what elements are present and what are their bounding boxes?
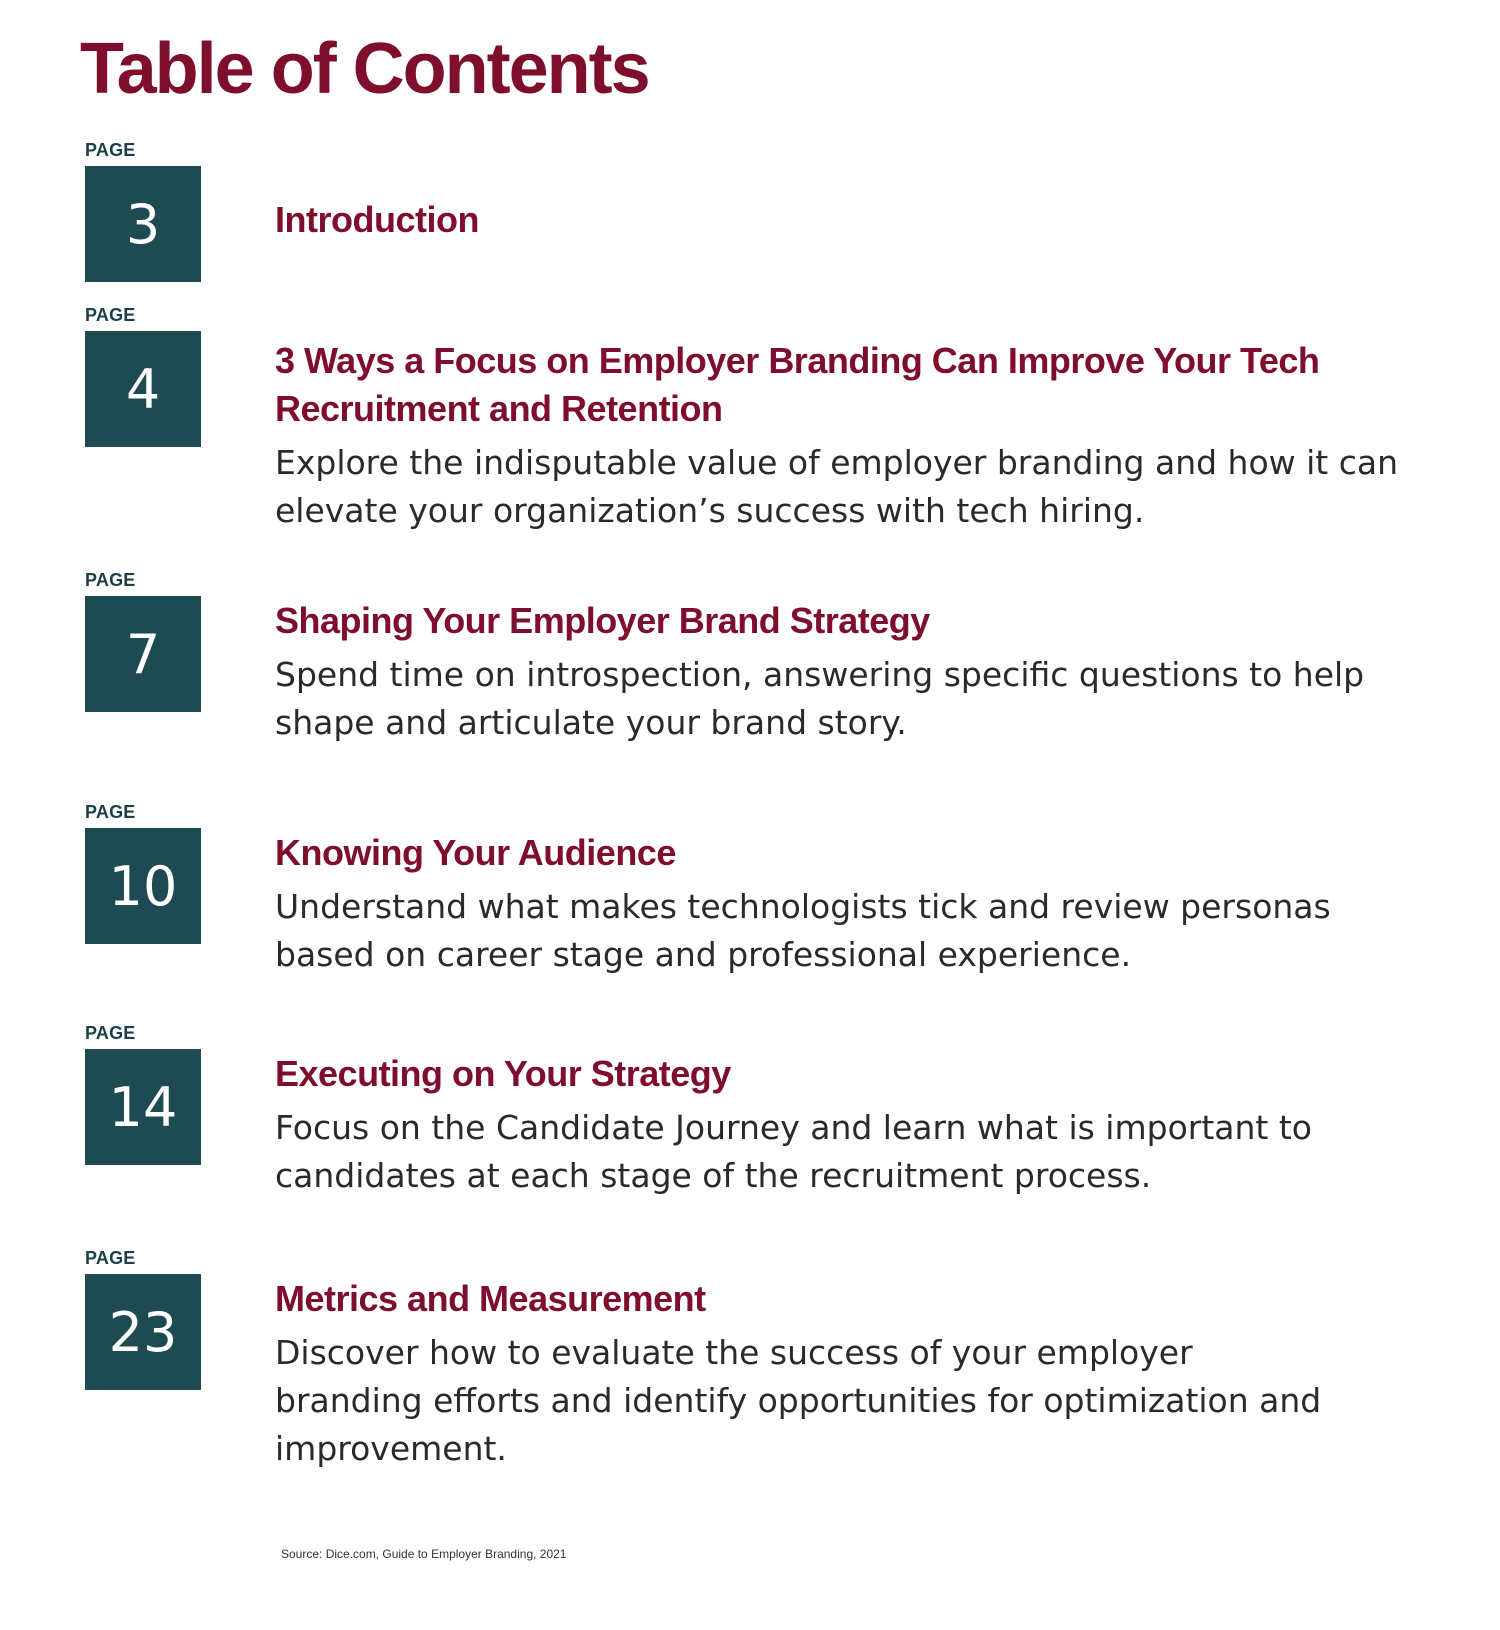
source-note: Source: Dice.com, Guide to Employer Branding, 2021	[281, 1547, 567, 1561]
entry-title[interactable]: Knowing Your Audience	[275, 832, 676, 873]
page-number-box: 7	[85, 596, 201, 712]
page-label: PAGE	[85, 140, 136, 160]
entry-description: Understand what makes technologists tick and review personas based on career stage and professional experience.	[275, 887, 1331, 974]
entry-description: Focus on the Candidate Journey and learn what is important to candidates at each stage of the recruitment process.	[275, 1108, 1312, 1195]
entry-description: Discover how to evaluate the success of your employer branding efforts and identify opportunities for optimization and improvement.	[275, 1333, 1322, 1468]
page-number-box: 14	[85, 1049, 201, 1165]
entry-description: Spend time on introspection, answering specific questions to help shape and articulate your brand story.	[275, 655, 1365, 742]
page-label: PAGE	[85, 1023, 136, 1043]
page-number-box: 4	[85, 331, 201, 447]
page-title: Table of Contents	[80, 29, 649, 109]
entry-title[interactable]: Metrics and Measurement	[275, 1278, 706, 1319]
entry-title[interactable]: Shaping Your Employer Brand Strategy	[275, 600, 930, 641]
entry-title[interactable]: Introduction	[275, 199, 479, 240]
page-label: PAGE	[85, 570, 136, 590]
page-number-box: 3	[85, 166, 201, 282]
page-label: PAGE	[85, 1248, 136, 1268]
page-label: PAGE	[85, 802, 136, 822]
page-label: PAGE	[85, 305, 136, 325]
entry-title[interactable]: 3 Ways a Focus on Employer Branding Can Improve Your Tech Recruitment and Retention	[275, 340, 1320, 429]
page-number-box: 10	[85, 828, 201, 944]
page-number-box: 23	[85, 1274, 201, 1390]
entry-title[interactable]: Executing on Your Strategy	[275, 1053, 731, 1094]
entry-description: Explore the indisputable value of employer branding and how it can elevate your organization’s success with tech hiring.	[275, 443, 1399, 530]
